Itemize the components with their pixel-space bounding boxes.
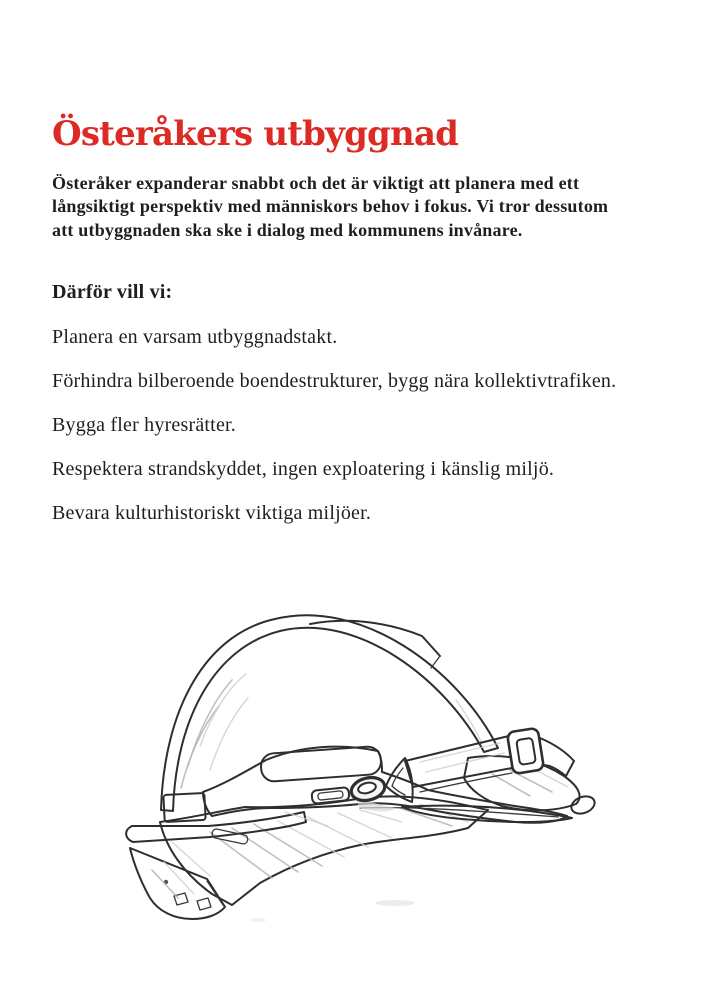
chin-strap (405, 735, 574, 792)
page-title: Österåkers utbyggnad (52, 113, 459, 154)
list-heading: Därför vill vi: (52, 281, 173, 303)
bullet-list (52, 325, 692, 545)
list-item: Planera en varsam utbyggnadstakt. (52, 326, 338, 348)
arch-band (161, 615, 498, 811)
intro-line: att utbyggnaden ska ske i dialog med kommunens invånare. (52, 219, 523, 240)
hard-hat-suspension-illustration (60, 580, 620, 980)
intro-line: Österåker expanderar snabbt och det är viktigt att planera med ett (52, 173, 580, 193)
list-item: Förhindra bilberoende boendestrukturer, bygg nära kollektivtrafiken. (52, 370, 617, 392)
rear-band-wedge (355, 756, 597, 822)
strap-buckle (507, 728, 544, 774)
list-item: Bygga fler hyresrätter. (52, 414, 236, 436)
intro-paragraph (52, 172, 672, 242)
list-item: Bevara kulturhistoriskt viktiga miljöer. (52, 502, 372, 524)
list-item: Respektera strandskyddet, ingen exploatering i känslig miljö. (52, 458, 555, 480)
intro-line: långsiktigt perspektiv med människors behov i fokus. Vi tror dessutom (52, 196, 609, 217)
pencil-smudges (250, 900, 415, 922)
